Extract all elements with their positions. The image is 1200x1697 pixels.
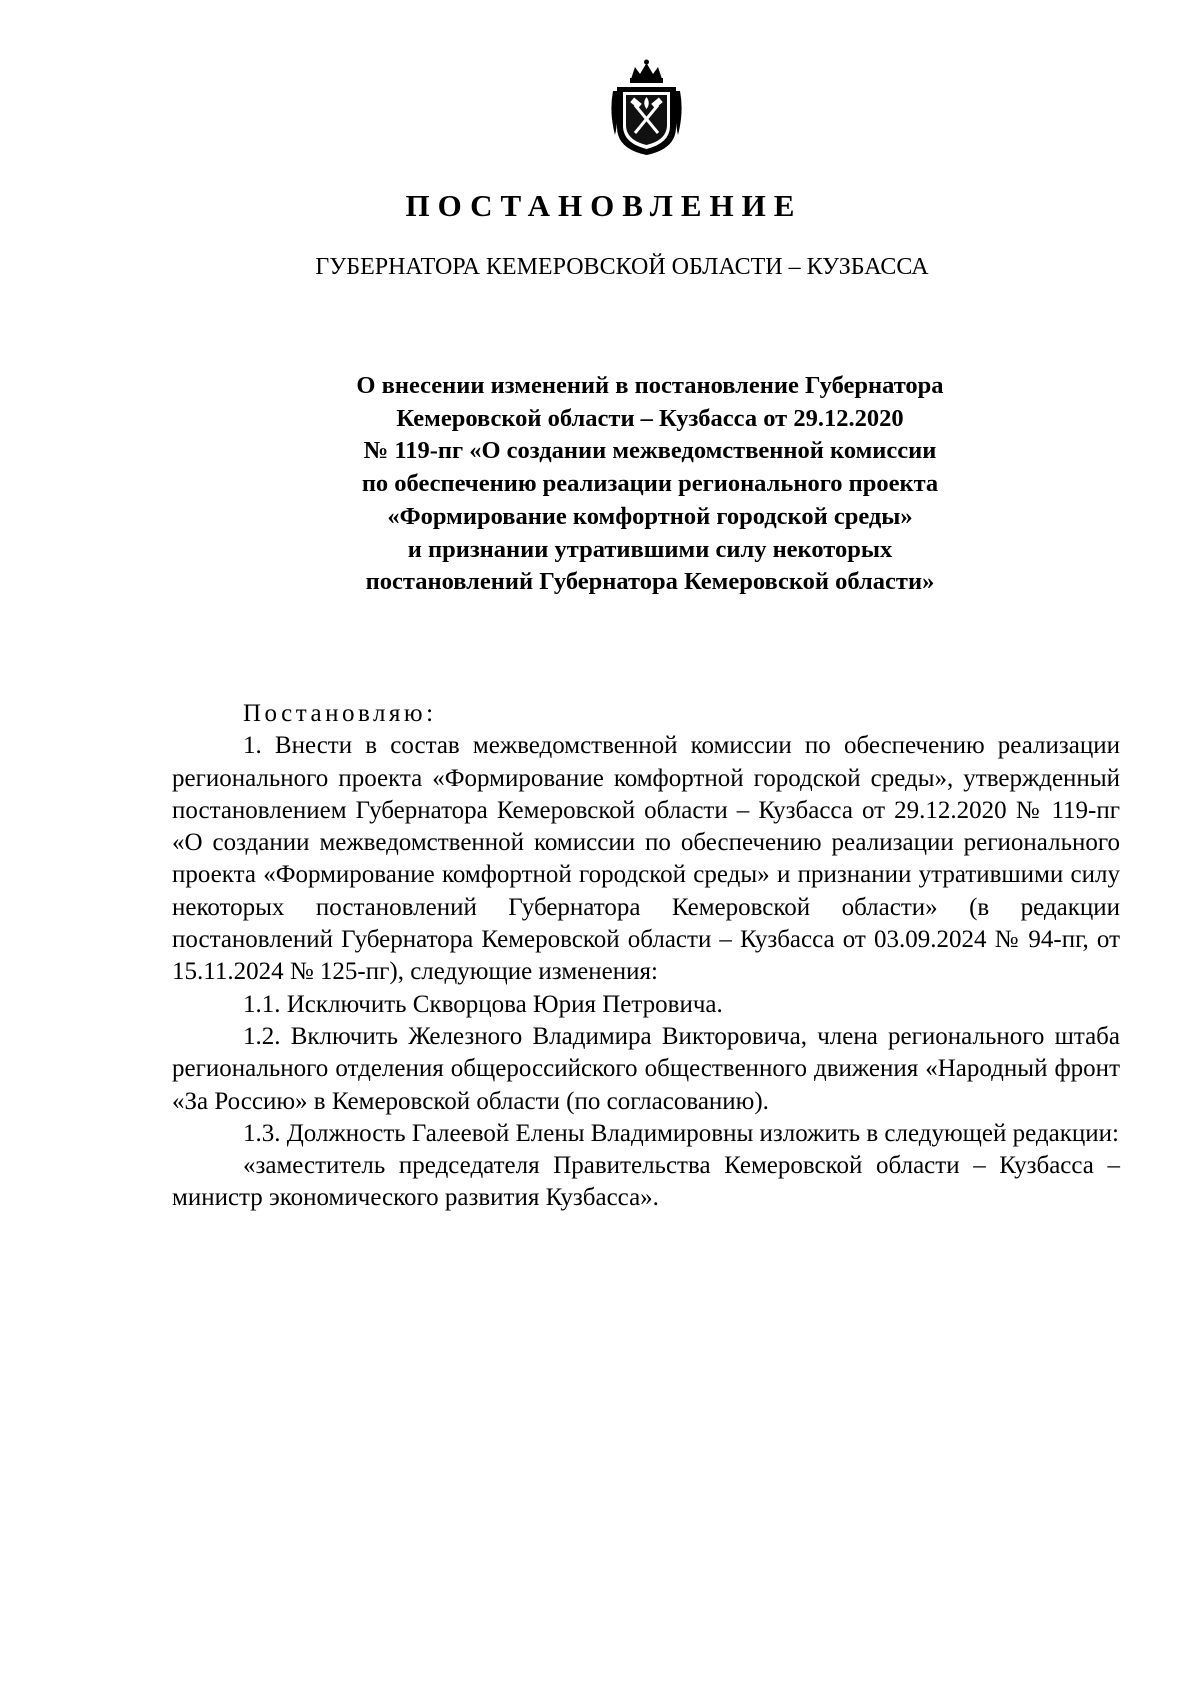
body-paragraph: 1.3. Должность Галеевой Елены Владимировны изложить в следующей редакции: [243,1119,1119,1147]
document-type-title: ПОСТАНОВЛЕНИЕ [405,188,803,223]
document-body [172,698,1120,1215]
subject-line: и признании утратившими силу некоторых [407,535,893,563]
body-paragraph: «заместитель председателя Правительства Кемеровской области – Кузбасса – министр экономического развития Кузбасса». [172,1152,1120,1212]
subject-line: № 119-пг «О создании межведомственной комиссии [363,437,937,465]
subject-line: по обеспечению реализации регионального проекта [361,470,939,498]
coat-of-arms-icon [609,57,684,157]
subject-line: «Формирование комфортной городской среды» [387,502,913,530]
decree-word: Постановляю: [243,700,437,727]
body-paragraph: 1. Внести в состав межведомственной комиссии по обеспечению реализации регионального проекта «Формирование комфортной городской среды», утвержденный постановлением Губернатора Кемеровской области – Кузбасса от 29.12.2020 № 119-пг «О создании межведомственной комиссии по обеспечению реализации регионального проекта «Формирование комфортной городской среды» и признании утратившими силу некоторых постановлений Губернатора Кемеровской области» (в редакции постановлений Губернатора Кемеровской области – Кузбасса от 03.09.2024 № 94-пг, от 15.11.2024 № 125-пг), следующие изменения: [172,732,1120,986]
subject-line: Кемеровской области – Кузбасса от 29.12.2020 [396,404,904,432]
body-paragraph: 1.2. Включить Железного Владимира Викторовича, члена регионального штаба регионального отделения общероссийского общественного движения «Народный фронт «За Россию» в Кемеровской области (по согласованию). [172,1022,1120,1115]
document-subject [220,370,1080,599]
issuer-heading: ГУБЕРНАТОРА КЕМЕРОВСКОЙ ОБЛАСТИ – КУЗБАССА [315,254,929,280]
subject-line: постановлений Губернатора Кемеровской области» [365,568,935,596]
body-paragraph: 1.1. Исключить Скворцова Юрия Петровича. [243,990,723,1018]
subject-line: О внесении изменений в постановление Губернатора [356,372,944,399]
